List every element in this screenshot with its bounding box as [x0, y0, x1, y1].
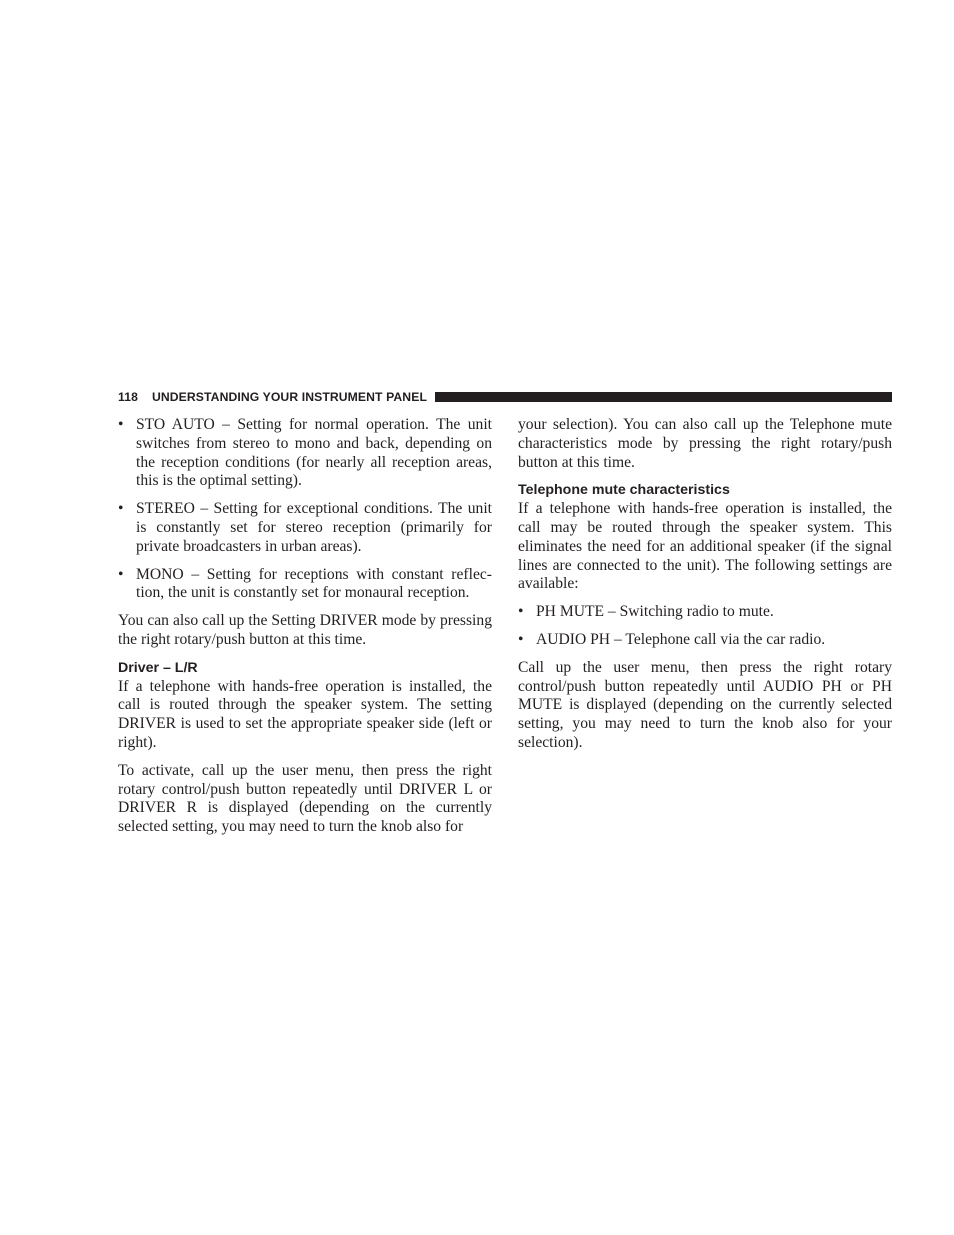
heading-telephone-mute: Telephone mute characteristics	[518, 482, 730, 499]
bullet-icon: •	[518, 630, 524, 648]
heading-driver: Driver – L/R	[118, 659, 198, 676]
page-header	[118, 389, 892, 405]
bullet-icon: •	[518, 603, 524, 621]
paragraph: Call up the user menu, then press the right rotary control/push button repeatedly until AUDIO PH or PH MUTE is displayed (depending on the currently selected setting, you may need to turn the knob also for your selection).	[518, 658, 892, 751]
paragraph: To activate, call up the user menu, then press the right rotary control/push button repeatedly until DRIVER L or DRIVER R is displayed (depending on the currently selected setting, you may need to turn the knob also for	[118, 761, 492, 836]
paragraph: If a telephone with hands-free operation is installed, the call may be routed through the speaker system. This eliminates the need for an additional speaker (if the signal lines are connected to the unit). The following settings are available:	[518, 500, 892, 593]
page-number: 118	[118, 390, 138, 404]
list-item-stereo: • STEREO – Setting for exceptional conditions. The unit is constantly set for stereo reception (primarily for private broadcasters in urban areas).	[118, 500, 492, 555]
left-column	[118, 416, 492, 846]
mute-settings-list	[518, 603, 892, 650]
header-rule	[435, 392, 892, 402]
bullet-icon: •	[118, 416, 124, 433]
list-item-ph-mute: • PH MUTE – Switching radio to mute.	[518, 603, 774, 621]
reception-mode-list	[118, 416, 492, 603]
section-title: UNDERSTANDING YOUR INSTRUMENT PANEL	[151, 390, 427, 404]
paragraph: You can also call up the Setting DRIVER mode by pressing the right rotary/push button at this time.	[118, 612, 492, 648]
paragraph: your selection). You can also call up the Telephone mute characteristics mode by pressing the right rotary/push button at this time.	[518, 416, 892, 471]
right-column	[518, 416, 892, 762]
bullet-icon: •	[118, 565, 124, 583]
paragraph: If a telephone with hands-free operation is installed, the call is routed through the speaker system. The setting DRIVER is used to set the appropriate speaker side (left or right).	[118, 677, 492, 751]
list-item-mono: • MONO – Setting for receptions with constant reflec-tion, the unit is constantly set for monaural reception.	[118, 565, 492, 602]
list-item-sto-auto: • STO AUTO – Setting for normal operation. The unit switches from stereo to mono and back, depending on the reception conditions (for nearly all reception areas, this is the optimal setting).	[118, 416, 492, 490]
list-item-audio-ph: • AUDIO PH – Telephone call via the car radio.	[518, 630, 826, 648]
bullet-icon: •	[118, 500, 124, 518]
